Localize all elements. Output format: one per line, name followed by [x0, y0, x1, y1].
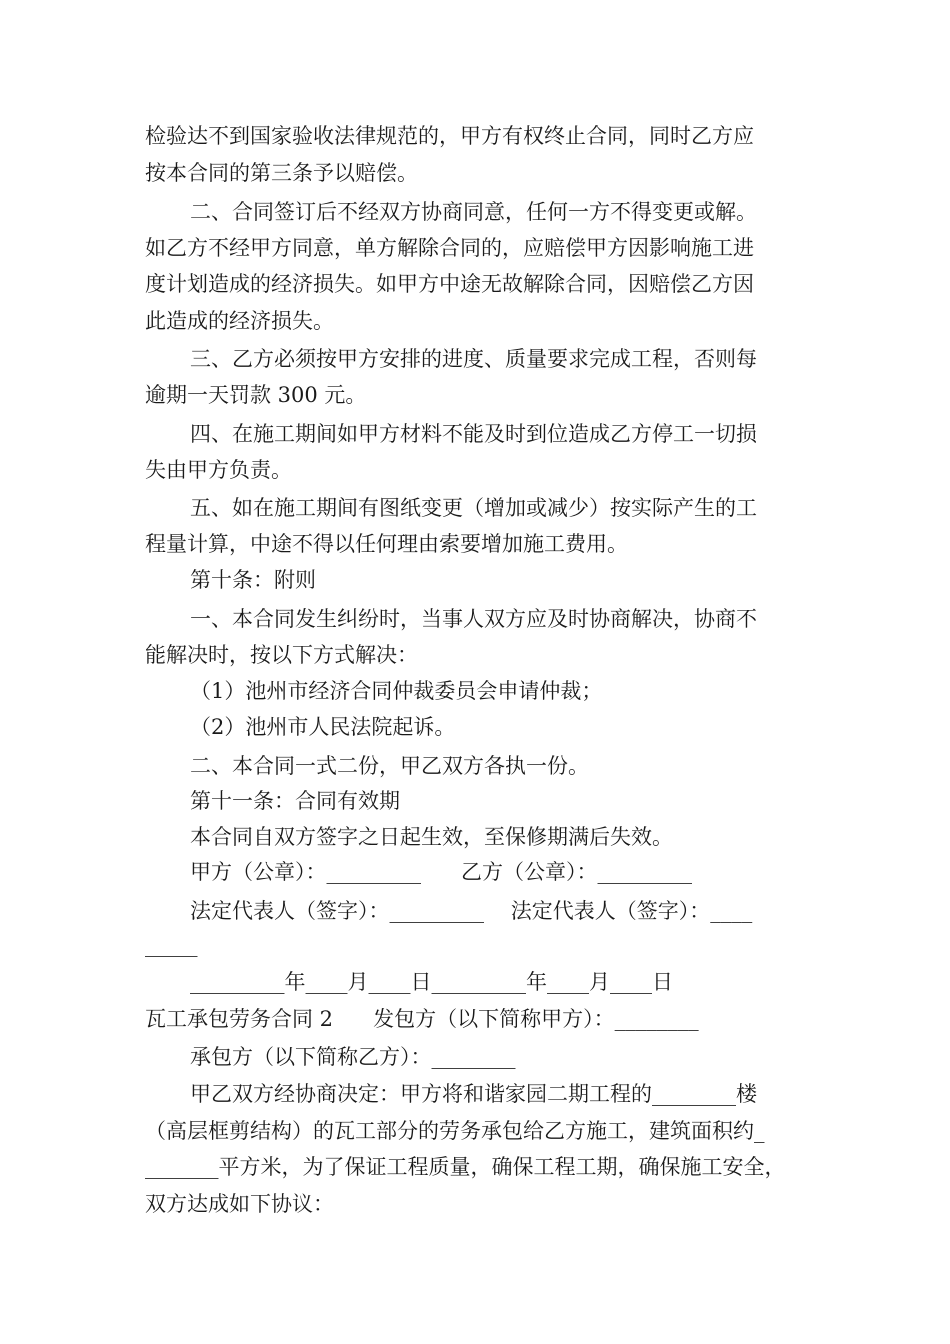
paragraph-line: 按本合同的第三条予以赔偿。 — [145, 161, 418, 185]
paragraph-line: 二、本合同一式二份，甲乙双方各执一份。 — [190, 754, 589, 778]
paragraph-line: 甲方（公章）：_________ 乙方（公章）：_________ — [190, 860, 693, 884]
paragraph-line: 程量计算，中途不得以任何理由索要增加施工费用。 — [145, 532, 628, 556]
paragraph-line: _____ — [145, 933, 198, 957]
paragraph-line: 甲乙双方经协商决定：甲方将和谐家园二期工程的________楼 — [190, 1082, 757, 1106]
paragraph-line: 三、乙方必须按甲方安排的进度、质量要求完成工程，否则每 — [190, 347, 757, 371]
paragraph-line: 四、在施工期间如甲方材料不能及时到位造成乙方停工一切损 — [190, 422, 757, 446]
paragraph-line: 一、本合同发生纠纷时，当事人双方应及时协商解决，协商不 — [190, 607, 757, 631]
paragraph-line: 如乙方不经甲方同意，单方解除合同的，应赔偿甲方因影响施工进 — [145, 236, 754, 260]
paragraph-line: _______平方米，为了保证工程质量，确保工程工期，确保施工安全， — [145, 1155, 786, 1179]
paragraph-line: 能解决时，按以下方式解决： — [145, 643, 418, 667]
paragraph-line: 承包方（以下简称乙方）：________ — [190, 1045, 516, 1069]
paragraph-line: 逾期一天罚款 300 元。 — [145, 383, 367, 407]
paragraph-line: 失由甲方负责。 — [145, 458, 292, 482]
paragraph-line: 本合同自双方签字之日起生效，至保修期满后失效。 — [190, 825, 673, 849]
paragraph-line: 此造成的经济损失。 — [145, 309, 334, 333]
paragraph-line: （1）池州市经济合同仲裁委员会申请仲裁； — [190, 679, 603, 703]
paragraph-line: 度计划造成的经济损失。如甲方中途无故解除合同，因赔偿乙方因 — [145, 272, 754, 296]
paragraph-line: 瓦工承包劳务合同 2 发包方（以下简称甲方）：________ — [145, 1007, 699, 1031]
paragraph-line: 双方达成如下协议： — [145, 1192, 334, 1216]
paragraph-line: 第十一条：合同有效期 — [190, 789, 400, 813]
paragraph-line: （2）池州市人民法院起诉。 — [190, 715, 456, 739]
paragraph-line: 法定代表人（签字）：_________ 法定代表人（签字）：____ — [190, 899, 753, 923]
paragraph-line: 二、合同签订后不经双方协商同意，任何一方不得变更或解。 — [190, 200, 757, 224]
paragraph-line: _________年____月____日_________年____月____日 — [190, 970, 673, 994]
paragraph-line: 检验达不到国家验收法律规范的，甲方有权终止合同，同时乙方应 — [145, 124, 754, 148]
paragraph-line: 第十条：附则 — [190, 568, 316, 592]
paragraph-line: 五、如在施工期间有图纸变更（增加或减少）按实际产生的工 — [190, 496, 757, 520]
paragraph-line: （高层框剪结构）的瓦工部分的劳务承包给乙方施工，建筑面积约_ — [145, 1119, 765, 1143]
